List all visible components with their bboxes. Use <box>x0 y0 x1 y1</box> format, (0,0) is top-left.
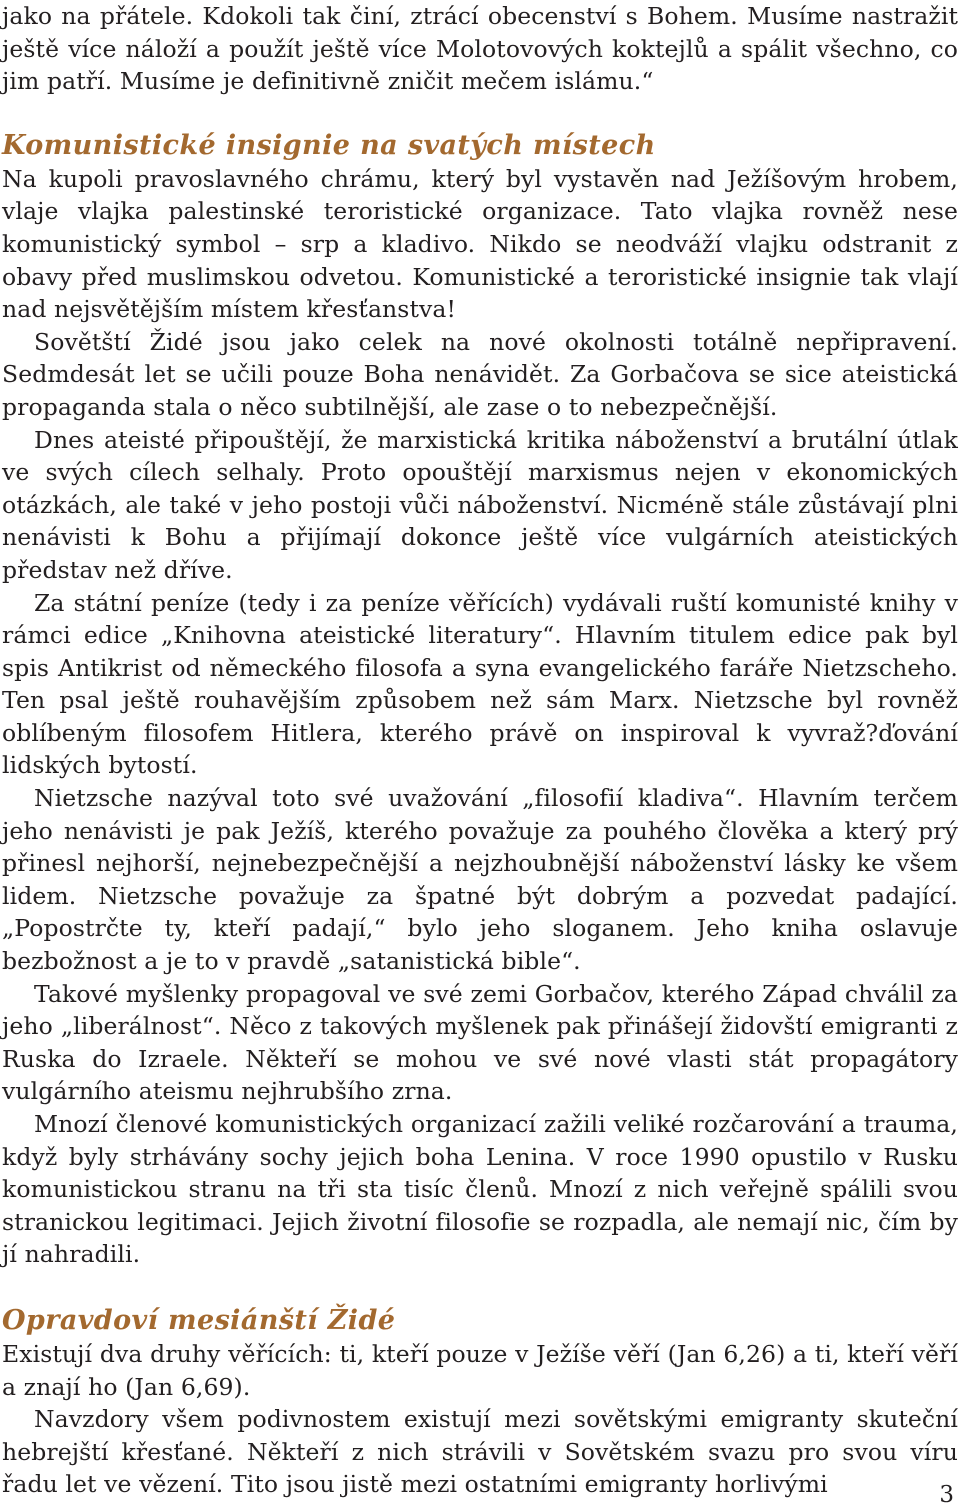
page-number: 3 <box>939 1482 954 1508</box>
body-paragraph: Nietzsche nazýval toto své uvažování „filosofií kladiva“. Hlavním terčem jeho nenávisti je pak Ježíš, kterého považuje za pouhého člověka a který prý přinesl nejhorší, nejnebezpečnější a nejzhoubnější náboženství lásky ke všem lidem. Nietzsche považuje za špatné být dobrým a pozvedat padající. „Popostrčte ty, kteří padají,“ bylo jeho sloganem. Jeho kniha oslavuje bezbožnost a je to v pravdě „satanistická bible“. <box>2 784 958 976</box>
body-paragraph: Za státní peníze (tedy i za peníze věřících) vydávali ruští komunisté knihy v rámci edice „Knihovna ateistické literatury“. Hlavním titulem edice pak byl spis Antikrist od německého filosofa a syna evangelického faráře Nietzscheho. Ten psal ještě rouhavějším způsobem než sám Marx. Nietzsche byl rovněž oblíbeným filosofem Hitlera, kterého právě on inspiroval k vyvraž?ďování lidských bytostí. <box>2 588 958 780</box>
body-paragraph: Dnes ateisté připouštějí, že marxistická kritika náboženství a brutální útlak ve svých cílech selhaly. Proto opouštějí marxismus nejen v ekonomických otázkách, ale také v jeho postoji vůči náboženství. Nicméně stále zůstávají plni nenávisti k Bohu a přijímají dokonce ještě více vulgárních ateistických představ než dříve. <box>2 425 958 584</box>
spacer <box>2 1271 958 1304</box>
body-paragraph: Takové myšlenky propagoval ve své zemi Gorbačov, kterého Západ chválil za jeho „liberálnost“. Něco z takových myšlenek pak přinášejí židovští emigranti z Ruska do Izraele. Někteří se mohou ve své nové vlasti stát propagátory vulgárního ateismu nejhrubšího zrna. <box>2 979 958 1106</box>
body-paragraph: Navzdory všem podivnostem existují mezi sovětskými emigranty skuteční hebrejští křesťané. Někteří z nich strávili v Sovětském svazu pro svou víru řadu let ve vězení. Tito jsou jistě mezi ostatními emigranty horlivými <box>2 1405 958 1499</box>
body-paragraph: Mnozí členové komunistických organizací zažili veliké rozčarování a trauma, když byly strhávány sochy jejich boha Lenina. V roce 1990 opustilo v Rusku komunistickou stranu na tři sta tisíc členů. Mnozí z nich veřejně spálili svou stranickou legitimaci. Jejich životní filosofie se rozpadla, ale nemají nic, čím by jí nahradili. <box>2 1110 958 1269</box>
spacer <box>2 98 958 129</box>
body-paragraph: Existují dva druhy věřících: ti, kteří pouze v Ježíše věří (Jan 6,26) a ti, kteří věří a znají ho (Jan 6,69). <box>2 1339 958 1401</box>
body-paragraph: Sovětští Židé jsou jako celek na nové okolnosti totálně nepřipravení. Sedmdesát let se učili pouze Boha nenávidět. Za Gorbačova se sice ateistická propaganda stala o něco subtilnější, ale zase o to nebezpečnější. <box>2 327 958 421</box>
section-heading-communist-insignia: Komunistické insignie na svatých místech <box>2 129 656 161</box>
section-heading-messianic-jews: Opravdoví mesiánští Židé <box>2 1304 396 1336</box>
body-paragraph: Na kupoli pravoslavného chrámu, který byl vystavěn nad Ježíšovým hrobem, vlaje vlajka palestinské teroristické organizace. Tato vlajka rovněž nese komunistický symbol – srp a kladivo. Nikdo se neodváží vlajku odstranit z obavy před muslimskou odvetou. Komunistické a teroristické insignie tak vlají nad nejsvětějším místem křesťanstva! <box>2 164 958 324</box>
intro-paragraph: jako na přátele. Kdokoli tak činí, ztrácí obecenství s Bohem. Musíme nastražit ještě více náloží a použít ještě více Molotovových koktejlů a spálit všechno, co jim patří. Musíme je definitivně zničit mečem islámu.“ <box>2 2 958 96</box>
